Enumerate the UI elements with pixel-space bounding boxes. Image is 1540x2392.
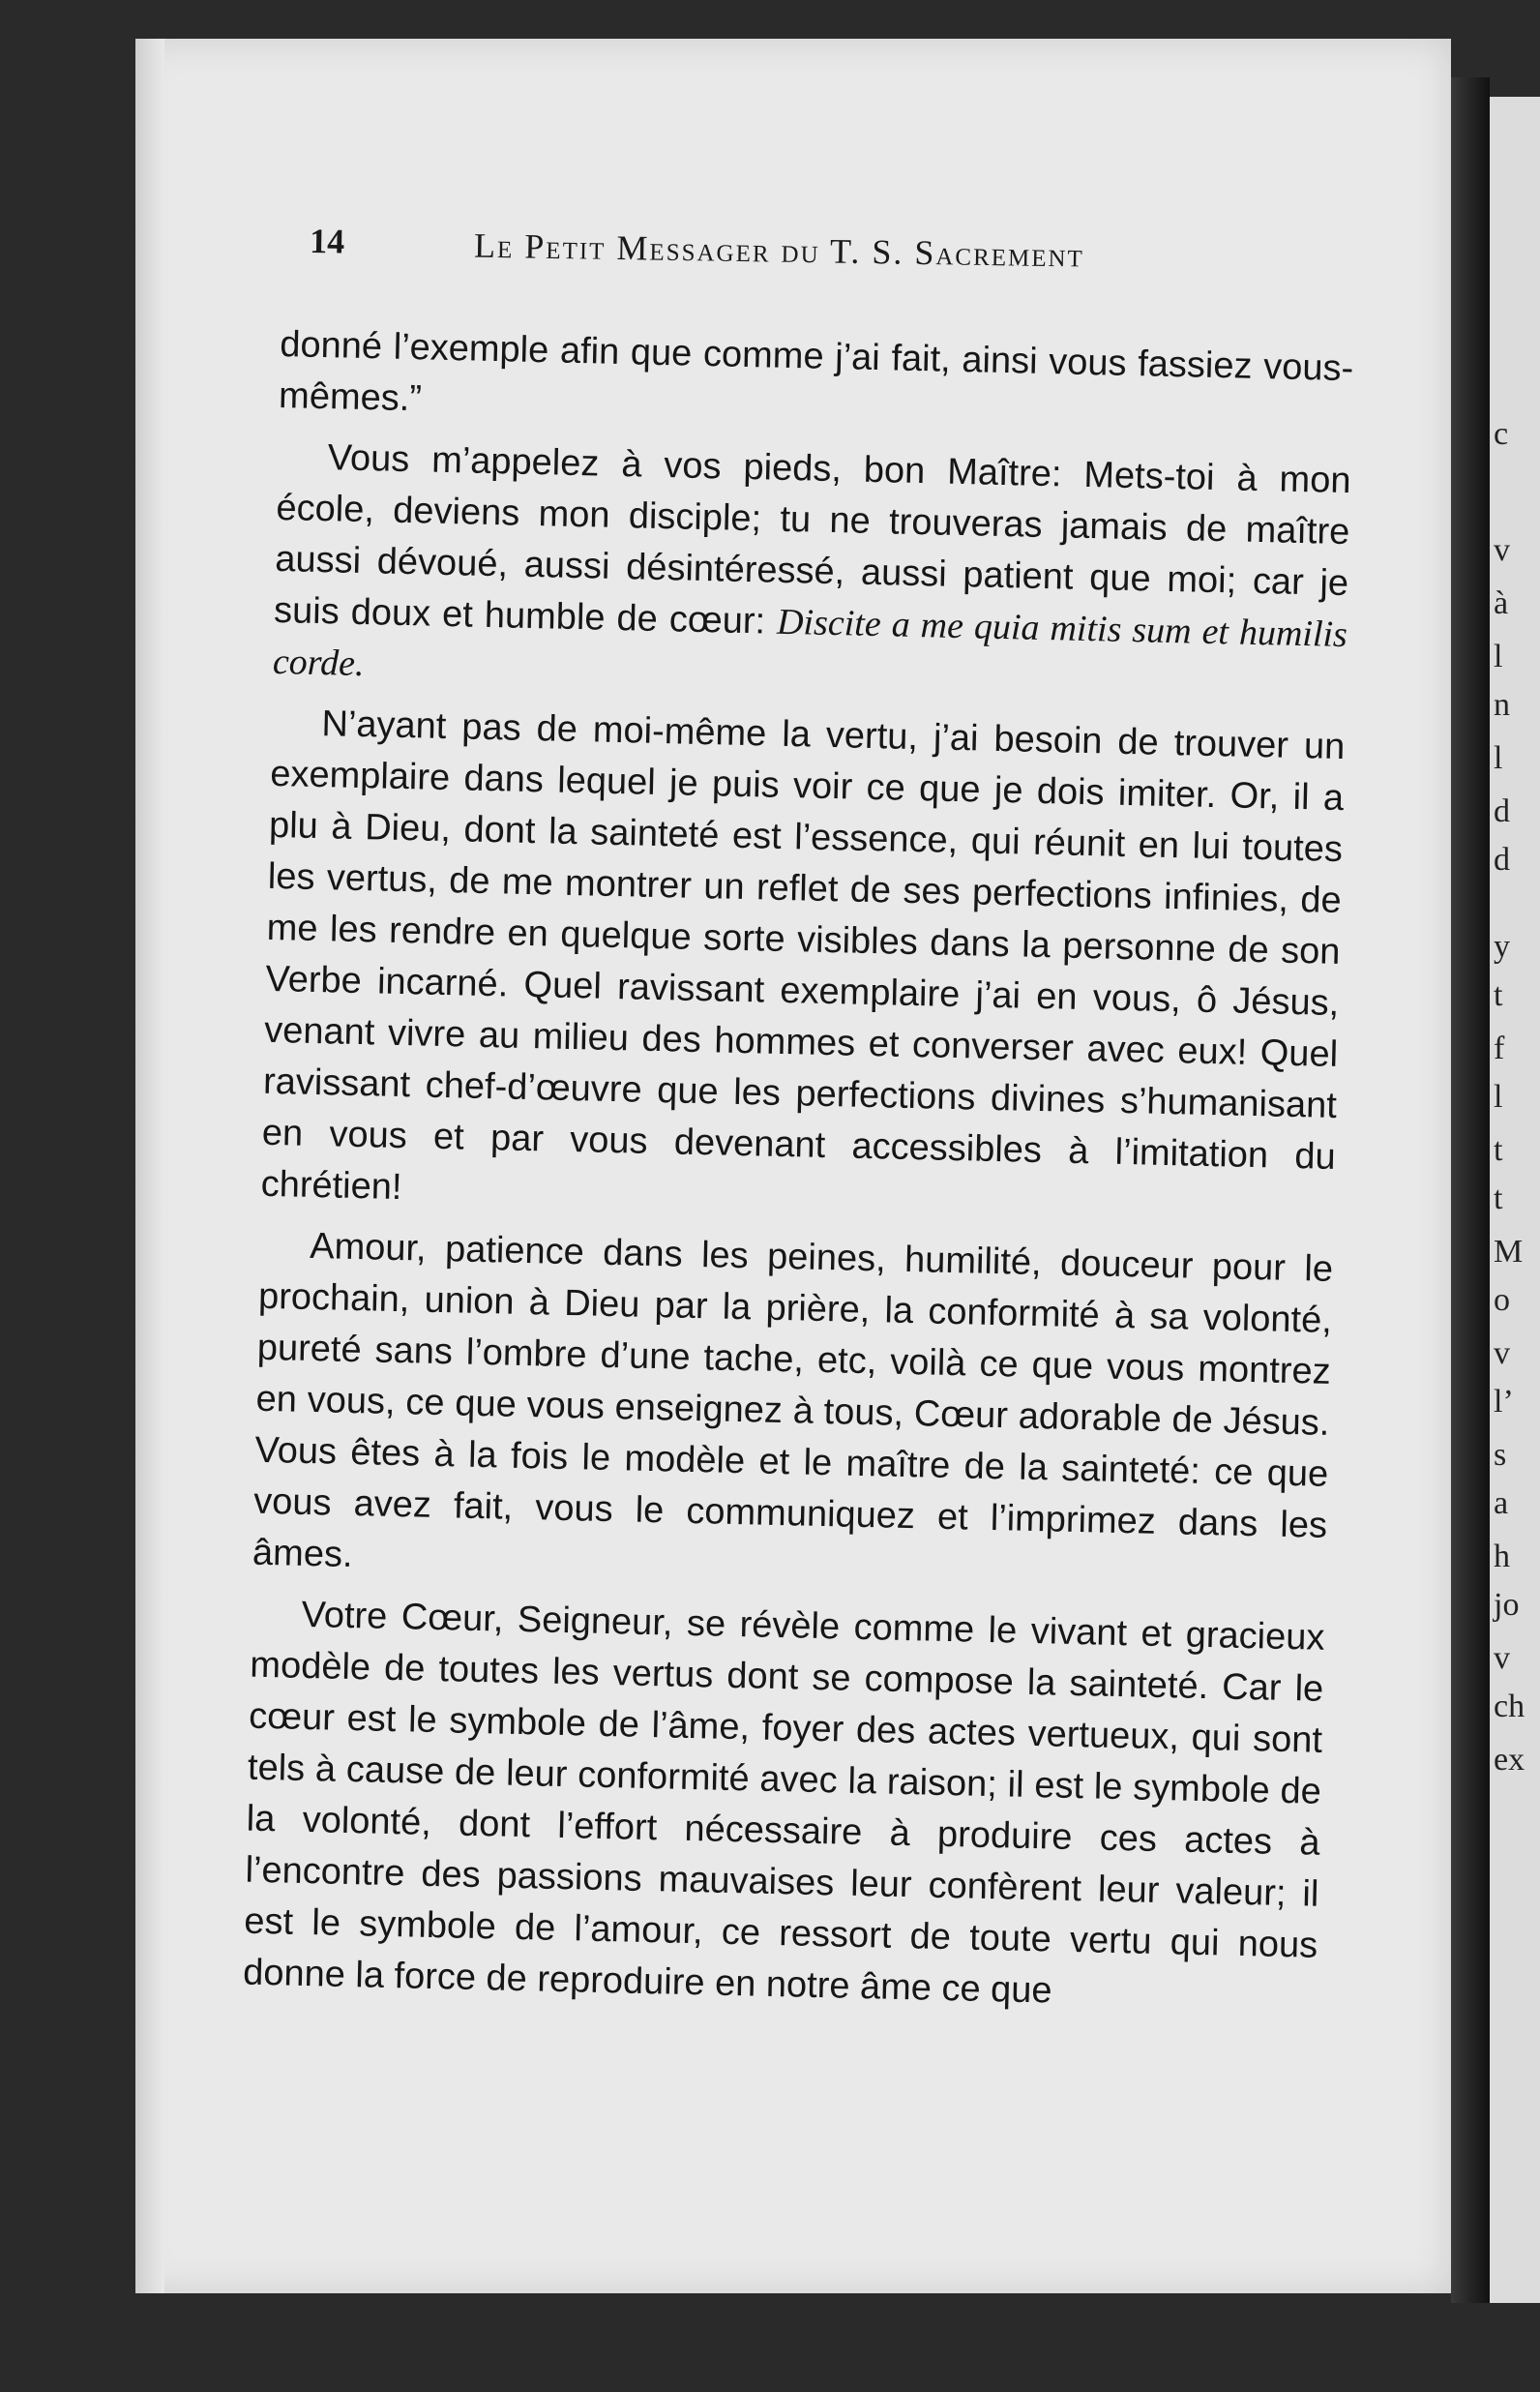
edge-fragment: à	[1494, 585, 1509, 621]
edge-fragment: t	[1494, 1181, 1503, 1216]
edge-fragment: n	[1494, 687, 1510, 723]
page-number: 14	[309, 222, 345, 261]
paragraph-text: Votre Cœur, Seigneur, se révèle comme le vivant et gracieux modèle de toutes les vertus dont se compose la sainteté. Car le cœur est le symbole de l’âme, foyer des actes vertueux, qui sont tels à cause de leur conformité avec la raison; il est le symbole de la volonté, dont l’effort nécessaire à produire ces actes à l’encontre des passions mauvaises leur confèrent leur valeur; il est le symbole de l’amour, ce ressort de toute vertu qui nous donne la force de reproduire en notre âme ce que	[242, 1594, 1325, 2012]
edge-fragment: l	[1494, 639, 1503, 674]
edge-fragment: v	[1494, 532, 1510, 568]
edge-fragment: t	[1494, 1132, 1503, 1168]
latin-quotation: Discite a me quia mitis sum et humilis corde.	[272, 601, 1348, 685]
edge-fragment: c	[1494, 416, 1509, 452]
edge-fragment: t	[1494, 977, 1503, 1013]
paragraph-text: donné l’exemple afin que comme j’ai fait, ainsi vous fassiez vous-mêmes.”	[278, 323, 1354, 420]
edge-fragment: o	[1494, 1282, 1510, 1318]
edge-fragment: v	[1494, 1335, 1510, 1371]
paragraph-text: N’ayant pas de moi-même la vertu, j’ai besoin de trouver un exemplaire dans lequel je puis voir ce que je dois imiter. Or, il a plu à Dieu, dont la sainteté est l’essence, qui réunit en lui toutes les vertus, de me montrer un reflet de ses perfections infinies, de me les rendre en quelque sorte visibles dans la personne de son Verbe incarné. Quel ravissant exemplaire j’ai en vous, ô Jésus, venant vivre au milieu des hommes et converser avec eux! Quel ravissant chef-d’œuvre que les perfections divines s’humanisant en vous et par vous devenant accessibles à l’imitation du chrétien!	[260, 703, 1346, 1209]
edge-fragment: d	[1494, 793, 1510, 829]
paragraph	[272, 432, 1351, 712]
edge-fragment: l’	[1494, 1384, 1514, 1420]
page-body-text	[242, 319, 1353, 2033]
edge-fragment: ex	[1494, 1742, 1525, 1778]
edge-fragment: y	[1494, 929, 1510, 965]
paragraph	[260, 698, 1346, 1235]
book-gutter	[1451, 77, 1490, 2303]
adjacent-page-edge	[1490, 97, 1540, 2303]
edge-fragment: l	[1494, 1079, 1503, 1115]
edge-fragment: a	[1494, 1485, 1509, 1521]
edge-fragment: ch	[1494, 1689, 1525, 1724]
edge-fragment: d	[1494, 842, 1510, 878]
edge-fragment: s	[1494, 1437, 1507, 1473]
paragraph-text: Amour, patience dans les peines, humilité, douceur pour le prochain, union à Dieu par la prière, la conformité à sa volonté, pureté sans l’ombre d’une tache, etc, voilà ce que vous montrez en vous, ce que vous enseignez à tous, Cœur adorable de Jésus. Vous êtes à la fois le modèle et le maître de la sainteté: ce que vous avez fait, vous le communiquez et l’imprimez dans les âmes.	[252, 1225, 1334, 1576]
edge-fragment: v	[1494, 1640, 1510, 1676]
edge-fragment: jo	[1494, 1587, 1520, 1623]
edge-fragment: l	[1494, 740, 1503, 776]
running-title: Le Petit Messager du T. S. Sacrement	[473, 225, 1085, 275]
edge-fragment: f	[1494, 1031, 1505, 1066]
paragraph-text: Vous m’appelez à vos pieds, bon Maître: Mets-toi à mon école, deviens mon disciple; tu ne trouveras jamais de maître aussi dévoué, aussi désintéressé, aussi patient que moi; car je suis doux et humble de cœur:	[273, 437, 1351, 643]
edge-fragment: h	[1494, 1539, 1510, 1574]
paragraph	[252, 1220, 1333, 1603]
edge-fragment: M	[1494, 1234, 1524, 1270]
paragraph	[243, 1589, 1325, 2023]
